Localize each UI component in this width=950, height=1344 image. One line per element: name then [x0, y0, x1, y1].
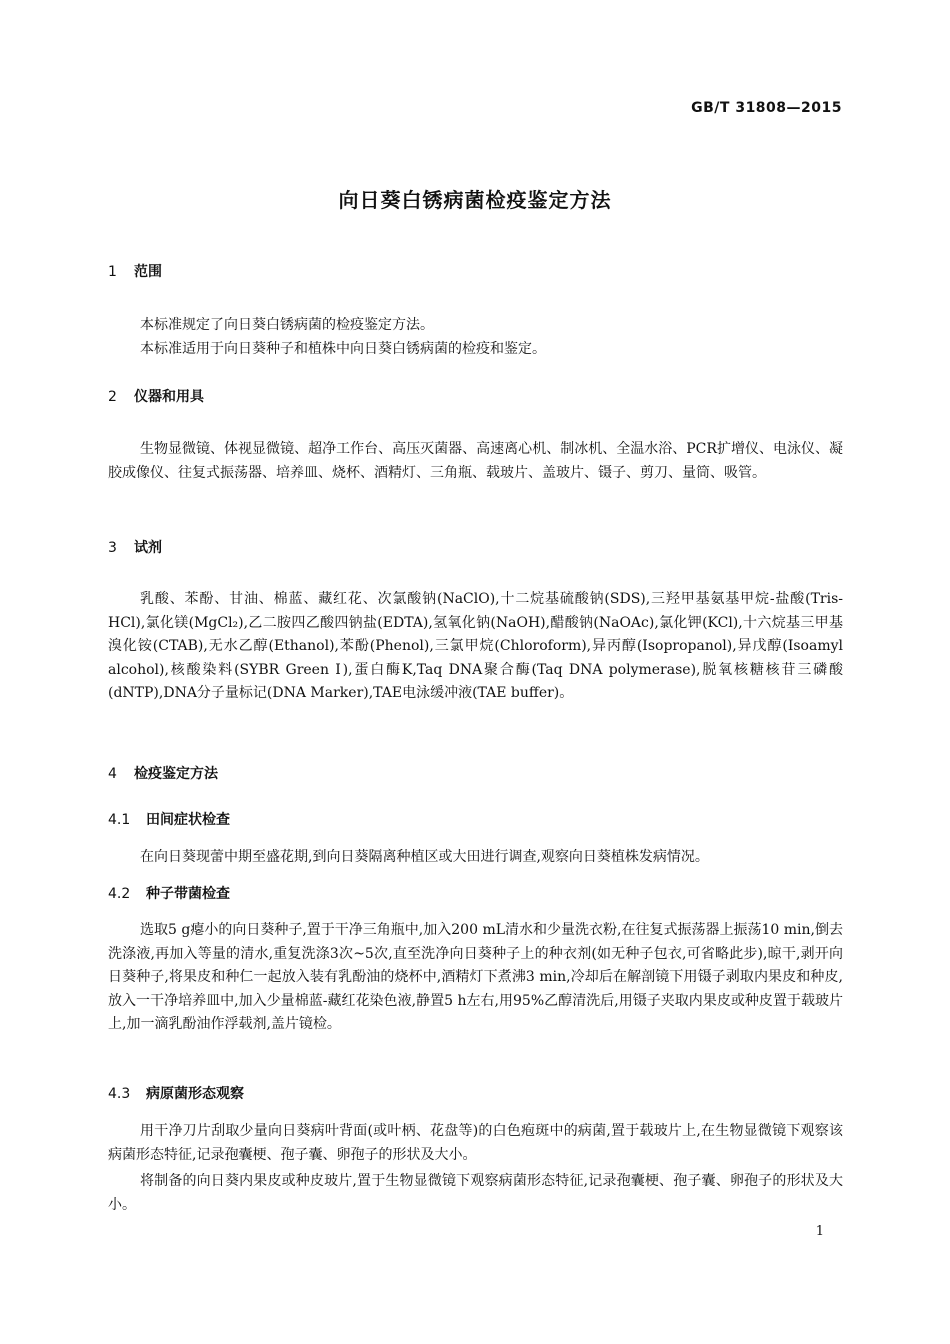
section-title: 田间症状检查 — [146, 812, 230, 828]
paragraph: 将制备的向日葵内果皮或种皮玻片,置于生物显微镜下观察病菌形态特征,记录孢囊梗、孢子囊、卵孢子的形状及大小。 — [108, 1173, 843, 1213]
section-4-3-heading — [108, 1084, 244, 1104]
section-3-heading — [108, 538, 162, 558]
paragraph: 在向日葵现蕾中期至盛花期,到向日葵隔离种植区或大田进行调查,观察向日葵植株发病情况。 — [140, 849, 709, 865]
section-number: 4.1 — [108, 812, 131, 828]
document-title: 向日葵白锈病菌检疫鉴定方法 — [338, 188, 612, 212]
section-title: 试剂 — [134, 540, 162, 556]
section-number: 4.2 — [108, 886, 131, 902]
section-number: 2 — [108, 389, 117, 405]
paragraph: 乳酸、苯酚、甘油、棉蓝、藏红花、次氯酸钠(NaClO),十二烷基硫酸钠(SDS),三羟甲基氨基甲烷-盐酸(Tris-HCl),氯化镁(MgCl₂),乙二胺四乙酸四钠盐(EDTA),氢氧化钠(NaOH),醋酸钠(NaOAc),氯化钾(KCl),十六烷基三甲基溴化铵(CTAB),无水乙醇(Ethanol),苯酚(Phenol),三氯甲烷(Chloroform),异丙醇(Isopropanol),异戊醇(Isoamyl alcohol),核酸染料(SYBR Green Ⅰ),蛋白酶K,Taq DNA聚合酶(Taq DNA polymerase),脱氧核糖核苷三磷酸(dNTP),DNA分子量标记(DNA Marker),TAE电泳缓冲液(TAE buffer)。 — [108, 591, 843, 701]
section-title: 检疫鉴定方法 — [134, 766, 218, 782]
paragraph: 用干净刀片刮取少量向日葵病叶背面(或叶柄、花盘等)的白色疱斑中的病菌,置于载玻片上,在生物显微镜下观察该病菌形态特征,记录孢囊梗、孢子囊、卵孢子的形状及大小。 — [108, 1123, 843, 1163]
section-4-2-heading — [108, 884, 230, 904]
section-title: 仪器和用具 — [134, 389, 204, 405]
section-4-heading — [108, 764, 218, 784]
standard-code: GB/T 31808—2015 — [691, 100, 842, 116]
paragraph: 本标准适用于向日葵种子和植株中向日葵白锈病菌的检疫和鉴定。 — [140, 341, 546, 357]
paragraph: 选取5 g瘪小的向日葵种子,置于干净三角瓶中,加入200 mL清水和少量洗衣粉,在往复式振荡器上振荡10 min,倒去洗涤液,再加入等量的清水,重复洗涤3次~5次,直至洗净向日葵种子上的种衣剂(如无种子包衣,可省略此步),晾干,剥开向日葵种子,将果皮和种仁一起放入装有乳酚油的烧杯中,酒精灯下煮沸3 min,冷却后在解剖镜下用镊子剥取内果皮和种皮,放入一干净培养皿中,加入少量棉蓝-藏红花染色液,静置5 h左右,用95%乙醇清洗后,用镊子夹取内果皮或种皮置于载玻片上,加一滴乳酚油作浮载剂,盖片镜检。 — [108, 922, 843, 1032]
section-2-heading — [108, 387, 204, 407]
section-title: 范围 — [134, 264, 162, 280]
section-number: 3 — [108, 540, 117, 556]
section-number: 4 — [108, 766, 117, 782]
section-4-1-heading — [108, 810, 230, 830]
section-number: 4.3 — [108, 1086, 131, 1102]
section-title: 种子带菌检查 — [146, 886, 230, 902]
paragraph: 本标准规定了向日葵白锈病菌的检疫鉴定方法。 — [140, 317, 434, 333]
section-1-heading — [108, 262, 162, 282]
section-number: 1 — [108, 264, 117, 280]
paragraph: 生物显微镜、体视显微镜、超净工作台、高压灭菌器、高速离心机、制冰机、全温水浴、PCR扩增仪、电泳仪、凝胶成像仪、往复式振荡器、培养皿、烧杯、酒精灯、三角瓶、载玻片、盖玻片、镊子、剪刀、量筒、吸管。 — [108, 441, 843, 481]
page-number: 1 — [815, 1224, 824, 1239]
section-title: 病原菌形态观察 — [146, 1086, 244, 1102]
